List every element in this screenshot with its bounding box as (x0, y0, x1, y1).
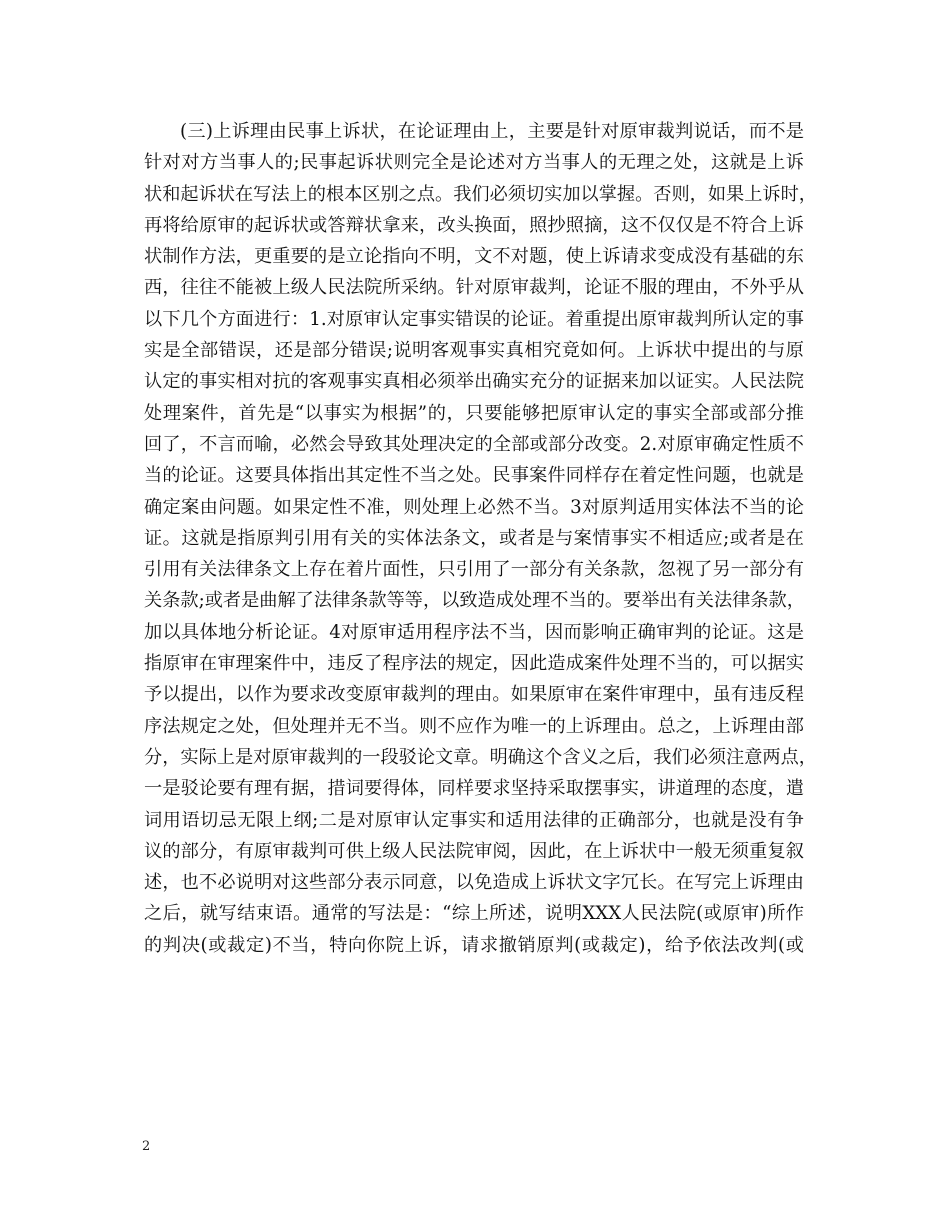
text-line: 针对对方当事人的;民事起诉状则完全是论述对方当事人的无理之处，这就是上诉 (144, 152, 804, 174)
text-line: 词用语切忌无限上纲;二是对原审认定事实和适用法律的正确部分，也就是没有争 (144, 809, 804, 831)
text-line: 指原审在审理案件中，违反了程序法的规定，因此造成案件处理不当的，可以据实 (144, 653, 804, 675)
text-line: (三)上诉理由民事上诉状，在论证理由上，主要是针对原审裁判说话，而不是 (180, 121, 804, 142)
text-line: 状制作方法，更重要的是立论指向不明，文不对题，使上诉请求变成没有基础的东 (144, 246, 804, 268)
text-line: 以下几个方面进行：1.对原审认定事实错误的论证。着重提出原审裁判所认定的事 (144, 308, 804, 330)
page-number: 2 (142, 1139, 151, 1154)
text-line: 回了，不言而喻，必然会导致其处理决定的全部或部分改变。2.对原审确定性质不 (144, 433, 804, 455)
text-line: 的判决(或裁定)不当，特向你院上诉，请求撤销原判(或裁定)，给予依法改判(或 (144, 934, 804, 956)
text-line: 述，也不必说明对这些部分表示同意，以免造成上诉状文字冗长。在写完上诉理由 (144, 872, 804, 894)
text-line: 证。这就是指原判引用有关的实体法条文，或者是与案情事实不相适应;或者是在 (144, 527, 804, 549)
text-line: 实是全部错误，还是部分错误;说明客观事实真相究竟如何。上诉状中提出的与原 (144, 340, 804, 362)
text-line: 之后，就写结束语。通常的写法是：“综上所述，说明XXX人民法院(或原审)所作 (144, 903, 804, 925)
text-line: 分，实际上是对原审裁判的一段驳论文章。明确这个含义之后，我们必须注意两点， (144, 746, 817, 768)
text-line: 序法规定之处，但处理并无不当。则不应作为唯一的上诉理由。总之，上诉理由部 (144, 715, 804, 737)
text-line: 西，往往不能被上级人民法院所采纳。针对原审裁判，论证不服的理由，不外乎从 (144, 277, 804, 299)
text-line: 当的论证。这要具体指出其定性不当之处。民事案件同样存在着定性问题，也就是 (144, 465, 804, 487)
text-line: 加以具体地分析论证。4对原审适用程序法不当，因而影响正确审判的论证。这是 (144, 621, 804, 643)
text-line: 状和起诉状在写法上的根本区别之点。我们必须切实加以掌握。否则，如果上诉时， (144, 183, 817, 205)
text-line: 认定的事实相对抗的客观事实真相必须举出确实充分的证据来加以证实。人民法院 (144, 371, 804, 393)
text-line: 予以提出，以作为要求改变原审裁判的理由。如果原审在案件审理中，虽有违反程 (144, 684, 804, 706)
text-line: 议的部分，有原审裁判可供上级人民法院审阅，因此，在上诉状中一般无须重复叙 (144, 840, 804, 862)
text-line: 再将给原审的起诉状或答辩状拿来，改头换面，照抄照摘，这不仅仅是不符合上诉 (144, 214, 804, 236)
text-line: 关条款;或者是曲解了法律条款等等，以致造成处理不当的。要举出有关法律条款， (144, 590, 805, 612)
body-paragraph (144, 116, 817, 961)
text-line: 处理案件，首先是“以事实为根据”的，只要能够把原审认定的事实全部或部分推 (144, 402, 804, 424)
text-line: 确定案由问题。如果定性不准，则处理上必然不当。3对原判适用实体法不当的论 (144, 496, 804, 518)
text-line: 一是驳论要有理有据，措词要得体，同样要求坚持采取摆事实，讲道理的态度，遣 (144, 778, 804, 800)
text-line: 引用有关法律条文上存在着片面性，只引用了一部分有关条款，忽视了另一部分有 (144, 559, 804, 581)
